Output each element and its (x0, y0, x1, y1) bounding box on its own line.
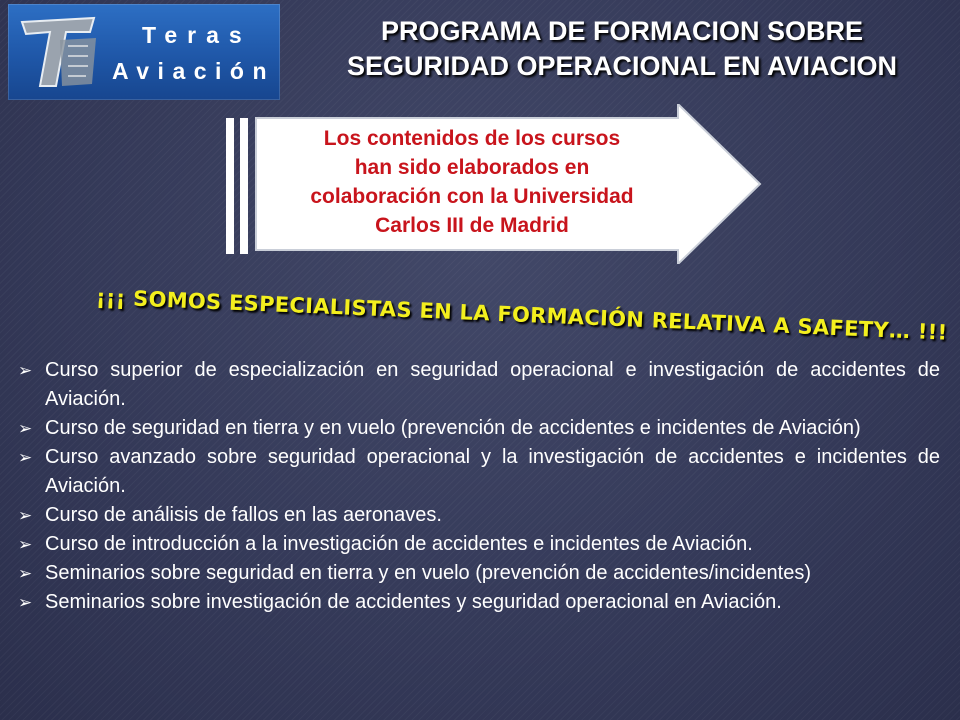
list-item (18, 588, 940, 617)
title-line-2: SEGURIDAD OPERACIONAL EN AVIACION (346, 51, 898, 81)
list-item (18, 443, 940, 501)
list-item (18, 559, 940, 588)
arrow-callout-text (256, 124, 688, 240)
arrow-bullet-icon: ➢ (18, 419, 33, 438)
list-item-text: Curso de introducción a la investigación de accidentes e incidentes de Aviación. (45, 533, 753, 555)
slogan: ¡¡¡ SOMOS ESPECIALISTAS EN LA FORMACIÓN RELATIVA A SAFETY… !!! (95, 285, 948, 345)
arrow-bullet-icon: ➢ (18, 535, 33, 554)
list-item-text: Seminarios sobre seguridad en tierra y en vuelo (prevención de accidentes/incidentes) (45, 562, 811, 584)
arrow-bullet-icon: ➢ (18, 506, 33, 525)
arrow-bullet-icon: ➢ (18, 361, 33, 380)
list-item-text: Curso de análisis de fallos en las aeronaves. (45, 504, 442, 526)
teras-aviacion-logo (8, 4, 280, 100)
course-list (18, 356, 940, 617)
list-item (18, 414, 940, 443)
list-item-text: Seminarios sobre investigación de accidentes y seguridad operacional en Aviación. (45, 591, 782, 613)
arrow-text-line-4: Carlos III de Madrid (375, 214, 569, 237)
arrow-bullet-icon: ➢ (18, 593, 33, 612)
list-item (18, 501, 940, 530)
logo-line-1: Teras (142, 22, 252, 48)
list-item (18, 356, 940, 414)
arrow-bullet-icon: ➢ (18, 564, 33, 583)
list-item-text: Curso superior de especialización en seguridad operacional e investigación de accidentes de Aviación. (45, 359, 940, 410)
arrow-text-line-2: han sido elaborados en (354, 156, 590, 179)
page-title (290, 14, 954, 84)
list-item-text: Curso avanzado sobre seguridad operacional y la investigación de accidentes e incidentes de Aviación. (45, 446, 940, 497)
title-line-1: PROGRAMA DE FORMACION SOBRE (380, 16, 863, 46)
list-item (18, 530, 940, 559)
logo-line-2: Aviación (112, 58, 276, 84)
arrow-bullet-icon: ➢ (18, 448, 33, 467)
arrow-text-line-3: colaboración con la Universidad (310, 185, 634, 208)
logo-t-mark-icon (16, 10, 100, 94)
arrow-text-line-1: Los contenidos de los cursos (323, 127, 621, 150)
list-item-text: Curso de seguridad en tierra y en vuelo (prevención de accidentes e incidentes de Aviación) (45, 417, 861, 439)
